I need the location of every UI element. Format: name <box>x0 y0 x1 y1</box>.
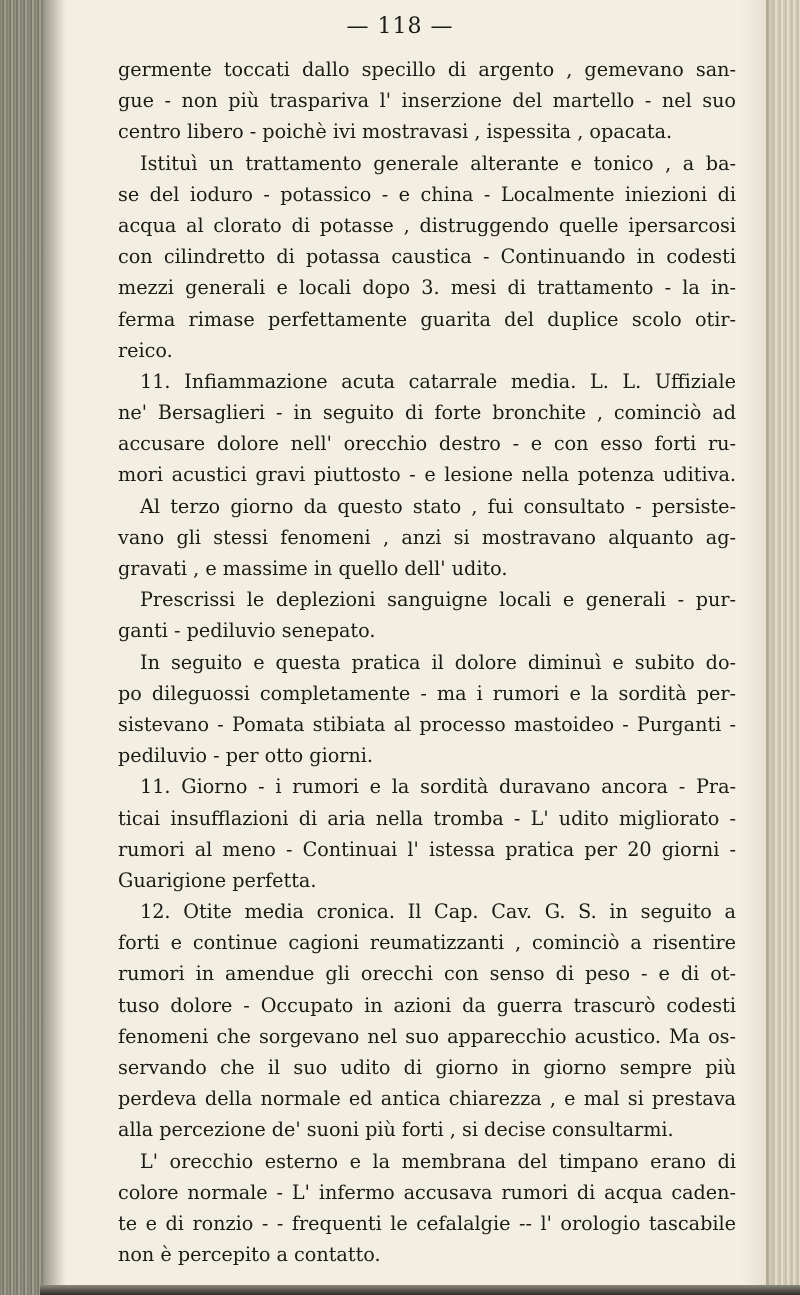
text-line: non è percepito a contatto. <box>118 1243 381 1267</box>
text-line: ferma rimase perfettamente guarita del duplice scolo otir- <box>118 307 736 331</box>
text-line: fenomeni che sorgevano nel suo apparecchio acustico. Ma os- <box>118 1024 736 1048</box>
text-line: gravati , e massime in quello dell' udito. <box>118 557 508 580</box>
text-line: te e di ronzio - - frequenti le cefalalgie -- l' orologio tascabile <box>118 1211 736 1235</box>
text-line: rumori in amendue gli orecchi con senso di peso - e di ot- <box>118 962 736 986</box>
text-line: ganti - pediluvio senepato. <box>118 619 376 643</box>
text-line: vano gli stessi fenomeni , anzi si mostravano alquanto ag- <box>118 525 736 549</box>
text-line: colore normale - L' infermo accusava rumori di acqua caden- <box>118 1180 736 1204</box>
text-line: 11. Giorno - i rumori e la sordità duravano ancora - Pra- <box>140 775 736 799</box>
text-line: gue - non più traspariva l' inserzione del martello - nel suo <box>118 89 736 113</box>
text-line: Guarigione perfetta. <box>118 868 317 892</box>
text-line: ne' Bersaglieri - in seguito di forte bronchite , cominciò ad <box>118 401 736 425</box>
text-line: pediluvio - per otto giorni. <box>118 744 374 768</box>
binding-gutter <box>0 0 44 1295</box>
page-number-header: — 118 — <box>346 14 454 39</box>
text-line: Istituì un trattamento generale alterante e tonico , a ba- <box>140 151 736 175</box>
page-edge-right <box>766 0 800 1295</box>
text-line: alla percezione de' suoni più forti , si decise consultarmi. <box>118 1118 674 1142</box>
page-edge-bottom <box>40 1285 800 1295</box>
text-line: Al terzo giorno da questo stato , fui consultato - persiste- <box>140 494 736 518</box>
text-line: po dileguossi completamente - ma i rumori e la sordità per- <box>118 681 736 705</box>
text-line: se del ioduro - potassico - e china - Localmente iniezioni di <box>118 182 736 206</box>
case-heading-line: 12. Otite media cronica. Il Cap. Cav. G. S. in seguito a <box>140 900 736 924</box>
text-line: sistevano - Pomata stibiata al processo mastoideo - Purganti - <box>118 712 736 736</box>
text-line: forti e continue cagioni reumatizzanti , cominciò a risentire <box>118 931 736 955</box>
text-line: accusare dolore nell' orecchio destro - e con esso forti ru- <box>118 432 736 456</box>
text-line: tuso dolore - Occupato in azioni da guerra trascurò codesti <box>118 993 736 1017</box>
text-line: mori acustici gravi piuttosto - e lesione nella potenza uditiva. <box>118 463 736 487</box>
text-line: rumori al meno - Continuai l' istessa pratica per 20 giorni - <box>118 837 736 861</box>
text-line: centro libero - poichè ivi mostravasi , ispessita , opacata. <box>118 120 673 144</box>
text-line: germente toccati dallo specillo di argento , gemevano san- <box>118 58 736 81</box>
text-line: con cilindretto di potassa caustica - Continuando in codesti <box>118 245 736 269</box>
text-line: acqua al clorato di potasse , distruggendo quelle ipersarcosi <box>118 213 736 237</box>
text-line: servando che il suo udito di giorno in giorno sempre più <box>118 1056 736 1079</box>
text-line: reico. <box>118 338 173 362</box>
text-line: ticai insufflazioni di aria nella tromba - L' udito migliorato - <box>118 806 736 830</box>
text-line: mezzi generali e locali dopo 3. mesi di trattamento - la in- <box>118 276 736 300</box>
binding-shadow <box>44 0 66 1295</box>
text-line: Prescrissi le deplezioni sanguigne locali e generali - pur- <box>140 588 736 612</box>
body-text <box>118 54 736 1270</box>
text-line: In seguito e questa pratica il dolore diminuì e subito do- <box>140 650 736 674</box>
text-line: L' orecchio esterno e la membrana del timpano erano di <box>140 1149 736 1173</box>
text-line: perdeva della normale ed antica chiarezza , e mal si prestava <box>118 1087 736 1111</box>
case-heading-line: 11. Infiammazione acuta catarrale media. L. L. Uffiziale <box>140 369 736 393</box>
